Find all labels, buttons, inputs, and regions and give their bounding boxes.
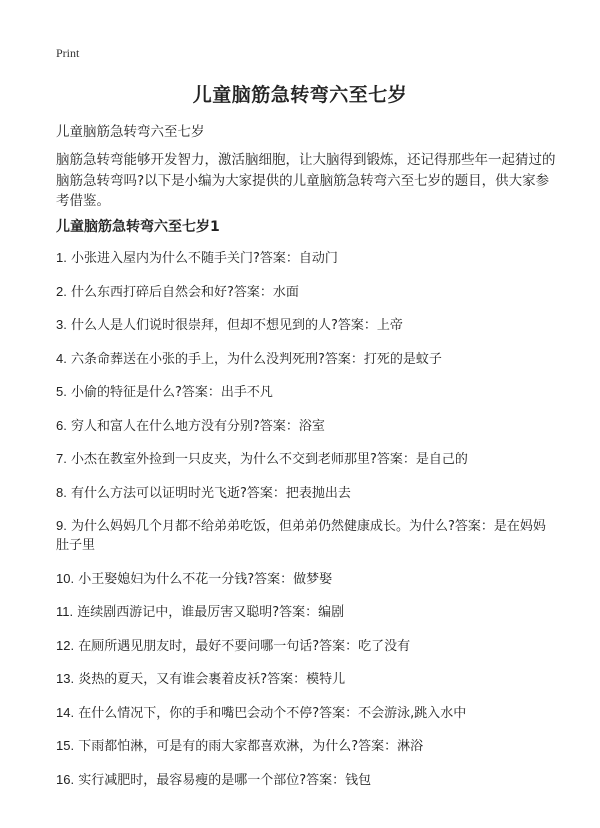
riddle-text: 在什么情况下，你的手和嘴巴会动个不停?答案：不会游泳,跳入水中 bbox=[78, 705, 467, 721]
riddle-text: 什么东西打碎后自然会和好?答案：水面 bbox=[70, 284, 299, 300]
riddle-list bbox=[56, 248, 556, 803]
riddle-number: 9. bbox=[56, 518, 67, 533]
page-title: 儿童脑筋急转弯六至七岁 bbox=[192, 84, 408, 106]
riddle-number: 15. bbox=[56, 738, 75, 753]
riddle-text: 穷人和富人在什么地方没有分别?答案：浴室 bbox=[70, 418, 325, 434]
riddle-text: 小偷的特征是什么?答案：出手不凡 bbox=[70, 385, 273, 400]
intro-paragraph: 脑筋急转弯能够开发智力，激活脑细胞，让大脑得到锻炼，还记得那些年一起猜过的脑筋急转弯吗?以下是小编为大家提供的儿童脑筋急转弯六至七岁的题目，供大家参考借鉴。 bbox=[56, 152, 556, 209]
riddle-number: 3. bbox=[56, 317, 67, 332]
riddle-number: 16. bbox=[56, 771, 75, 787]
riddle-number: 5. bbox=[56, 384, 67, 399]
riddle-number: 7. bbox=[56, 451, 67, 466]
riddle-number: 4. bbox=[56, 350, 67, 366]
riddle-text: 小王娶媳妇为什么不花一分钱?答案：做梦娶 bbox=[78, 571, 333, 587]
riddle-item bbox=[56, 636, 556, 656]
subtitle: 儿童脑筋急转弯六至七岁 bbox=[56, 124, 205, 140]
riddle-item bbox=[56, 770, 556, 790]
riddle-item bbox=[56, 669, 556, 689]
riddle-text: 实行减肥时，最容易瘦的是哪一个部位?答案：钱包 bbox=[78, 772, 372, 788]
riddle-text: 什么人是人们说时很崇拜，但却不想见到的人?答案：上帝 bbox=[70, 318, 403, 333]
riddle-number: 13. bbox=[56, 671, 75, 686]
riddle-item bbox=[56, 516, 556, 555]
riddle-text: 下雨都怕淋，可是有的雨大家都喜欢淋，为什么?答案：淋浴 bbox=[78, 739, 424, 754]
riddle-number: 10. bbox=[56, 570, 75, 586]
riddle-item bbox=[56, 315, 556, 335]
riddle-number: 6. bbox=[56, 417, 67, 433]
riddle-number: 2. bbox=[56, 283, 67, 299]
riddle-item bbox=[56, 248, 556, 268]
riddle-item bbox=[56, 736, 556, 756]
riddle-number: 1. bbox=[56, 250, 67, 265]
riddle-item bbox=[56, 349, 556, 369]
riddle-item bbox=[56, 483, 556, 503]
riddle-item bbox=[56, 449, 556, 469]
riddle-text: 小张进入屋内为什么不随手关门?答案：自动门 bbox=[70, 251, 338, 266]
riddle-item bbox=[56, 569, 556, 589]
riddle-text: 在厕所遇见朋友时，最好不要问哪一句话?答案：吃了没有 bbox=[78, 638, 411, 654]
riddle-text: 六条命葬送在小张的手上，为什么没判死刑?答案：打死的是蚊子 bbox=[70, 351, 442, 367]
riddle-item bbox=[56, 602, 556, 622]
riddle-text: 炎热的夏天，又有谁会裹着皮袄?答案：模特儿 bbox=[78, 672, 346, 687]
riddle-number: 11. bbox=[56, 604, 74, 619]
riddle-number: 8. bbox=[56, 484, 67, 500]
riddle-number: 12. bbox=[56, 637, 75, 653]
riddle-item bbox=[56, 703, 556, 723]
section-heading: 儿童脑筋急转弯六至七岁1 bbox=[56, 219, 220, 235]
riddle-text: 小杰在教室外捡到一只皮夹，为什么不交到老师那里?答案：是自己的 bbox=[70, 452, 468, 467]
riddle-text: 有什么方法可以证明时光飞逝?答案：把表抛出去 bbox=[70, 485, 351, 501]
riddle-number: 14. bbox=[56, 704, 75, 720]
riddle-item bbox=[56, 382, 556, 402]
riddle-item bbox=[56, 282, 556, 302]
riddle-text: 连续剧西游记中，谁最厉害又聪明?答案：编剧 bbox=[77, 605, 345, 620]
riddle-text: 为什么妈妈几个月都不给弟弟吃饭，但弟弟仍然健康成长。为什么?答案：是在妈妈肚子里 bbox=[56, 519, 546, 553]
print-link[interactable]: Print bbox=[56, 46, 80, 60]
riddle-item bbox=[56, 416, 556, 436]
